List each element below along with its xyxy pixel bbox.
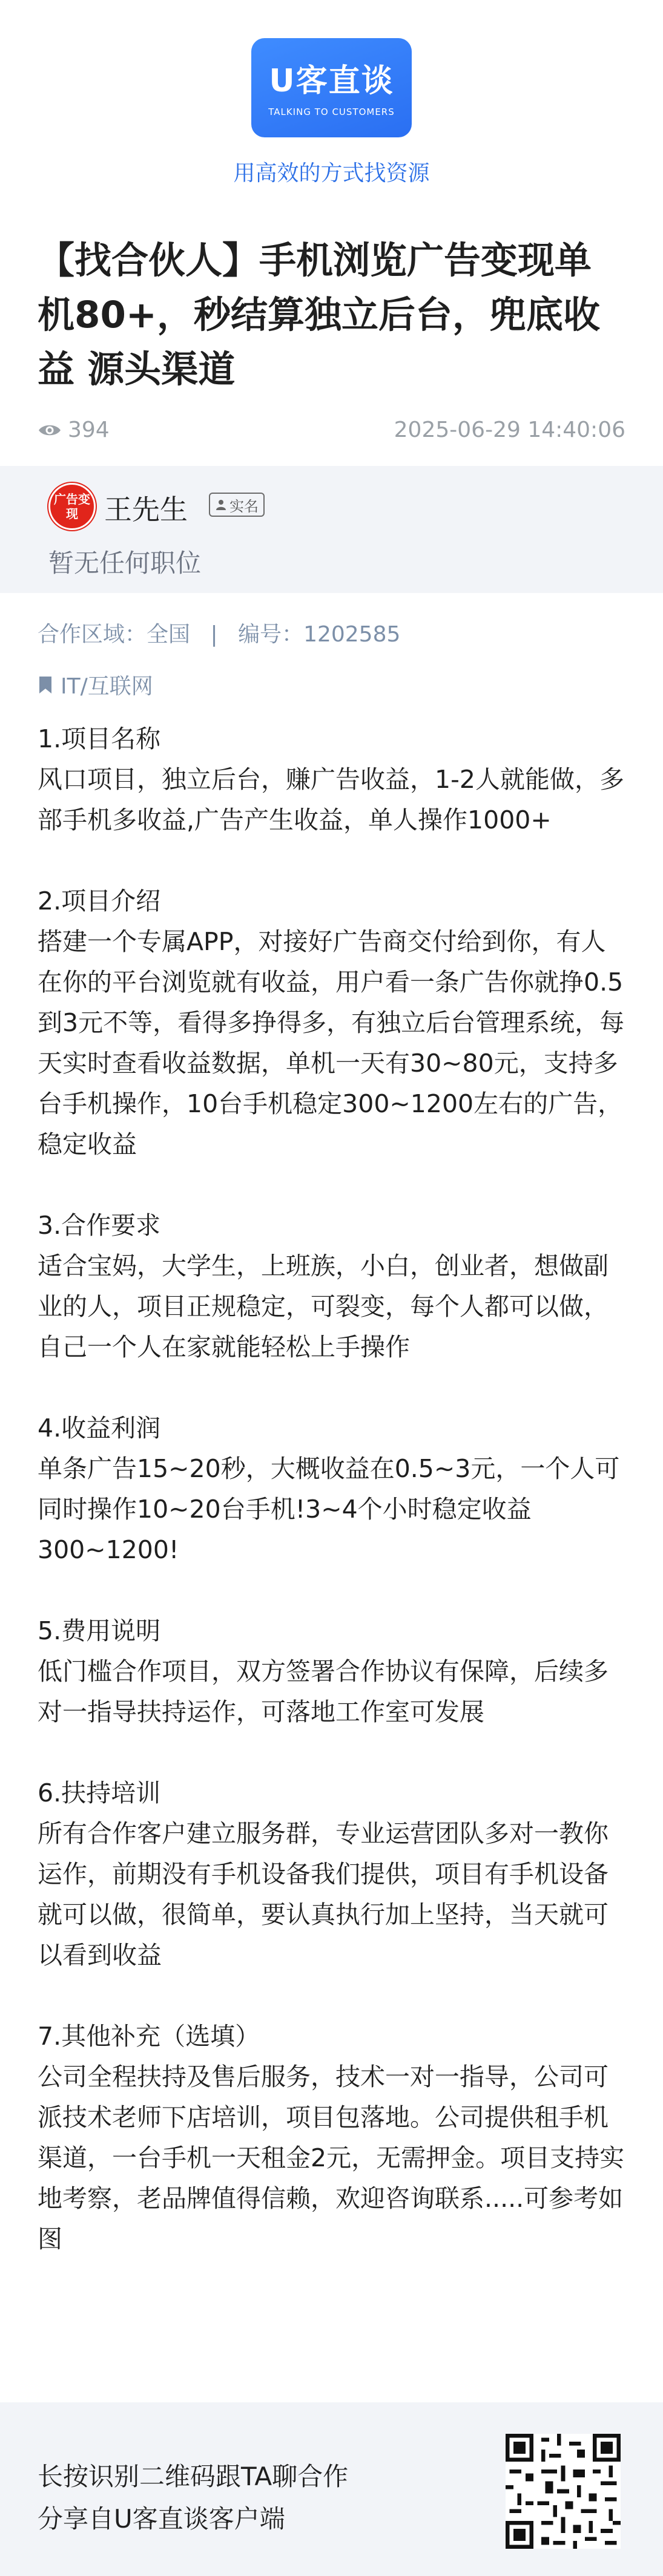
avatar[interactable]: 广告变现	[48, 483, 96, 530]
post-timestamp: 2025-06-29 14:40:06	[394, 418, 625, 442]
logo-title: U客直谈	[269, 63, 394, 99]
bookmark-icon	[38, 675, 53, 695]
eye-icon	[38, 422, 62, 438]
info-separator: |	[210, 622, 218, 647]
coop-info	[38, 617, 400, 648]
post-content: 1.项目名称 风口项目，独立后台，赚广告收益，1-2人就能做，多部手机多收益,广告产生收益，单人操作1000+ 2.项目介绍 搭建一个专属APP，对接好广告商交付给到你，有人在你的平台浏览就有收益，用户看一条广告你就挣0.5到3元不等，看得多挣得多，有独立后台管理系统，每天实时查看收益数据，单机一天有30~80元，支持多台手机操作，10台手机稳定300~1200左右的广告，稳定收益 3.合作要求 适合宝妈，大学生，上班族，小白，创业者，想做副业的人，项目正规稳定，可裂变，每个人都可以做，自己一个人在家就能轻松上手操作 4.收益利润 单条广告15~20秒，大概收益在0.5~3元，一个人可同时操作10~20台手机!3~4个小时稳定收益300~1200! 5.费用说明 低门槛合作项目，双方签署合作协议有保障，后续多对一指导扶持运作，可落地工作室可发展 6.扶持培训 所有合作客户建立服务群，专业运营团队多对一教你运作，前期没有手机设备我们提供，项目有手机设备就可以做，很简单，要认真执行加上坚持，当天就可以看到收益 7.其他补充（选填） 公司全程扶持及售后服务，技术一对一指导，公司可派技术老师下店培训，项目包落地。公司提供租手机渠道，一台手机一天租金2元，无需押金。项目支持实地考察，老品牌值得信赖，欢迎咨询联系.....可参考如图	[38, 724, 625, 2253]
qr-code[interactable]	[506, 2434, 621, 2549]
app-logo	[251, 38, 412, 137]
post-title: 【找合伙人】手机浏览广告变现单机80+，秒结算独立后台，兜底收益 源头渠道	[38, 239, 601, 391]
post-meta	[38, 418, 625, 447]
view-count	[38, 418, 110, 442]
post-code: 编号：1202585	[238, 622, 401, 647]
verified-label: 实名	[229, 497, 259, 515]
verified-badge	[209, 493, 265, 517]
app-header	[0, 0, 663, 194]
user-name: 王先生	[104, 493, 188, 526]
qr-hint: 长按识别二维码跟TA聊合作	[38, 2462, 349, 2491]
share-footer	[0, 2402, 663, 2576]
app-slogan: 用高效的方式找资源	[233, 161, 430, 186]
coop-region: 合作区域：全国	[38, 622, 191, 647]
category-tag	[38, 669, 153, 700]
user-card[interactable]	[0, 466, 663, 593]
view-count-value: 394	[68, 418, 110, 442]
category-label: IT/互联网	[61, 674, 153, 699]
logo-subtitle: TALKING TO CUSTOMERS	[268, 107, 395, 117]
share-source: 分享自U客直谈客户端	[38, 2504, 285, 2534]
user-position: 暂无任何职位	[48, 548, 202, 578]
person-icon	[215, 499, 227, 511]
